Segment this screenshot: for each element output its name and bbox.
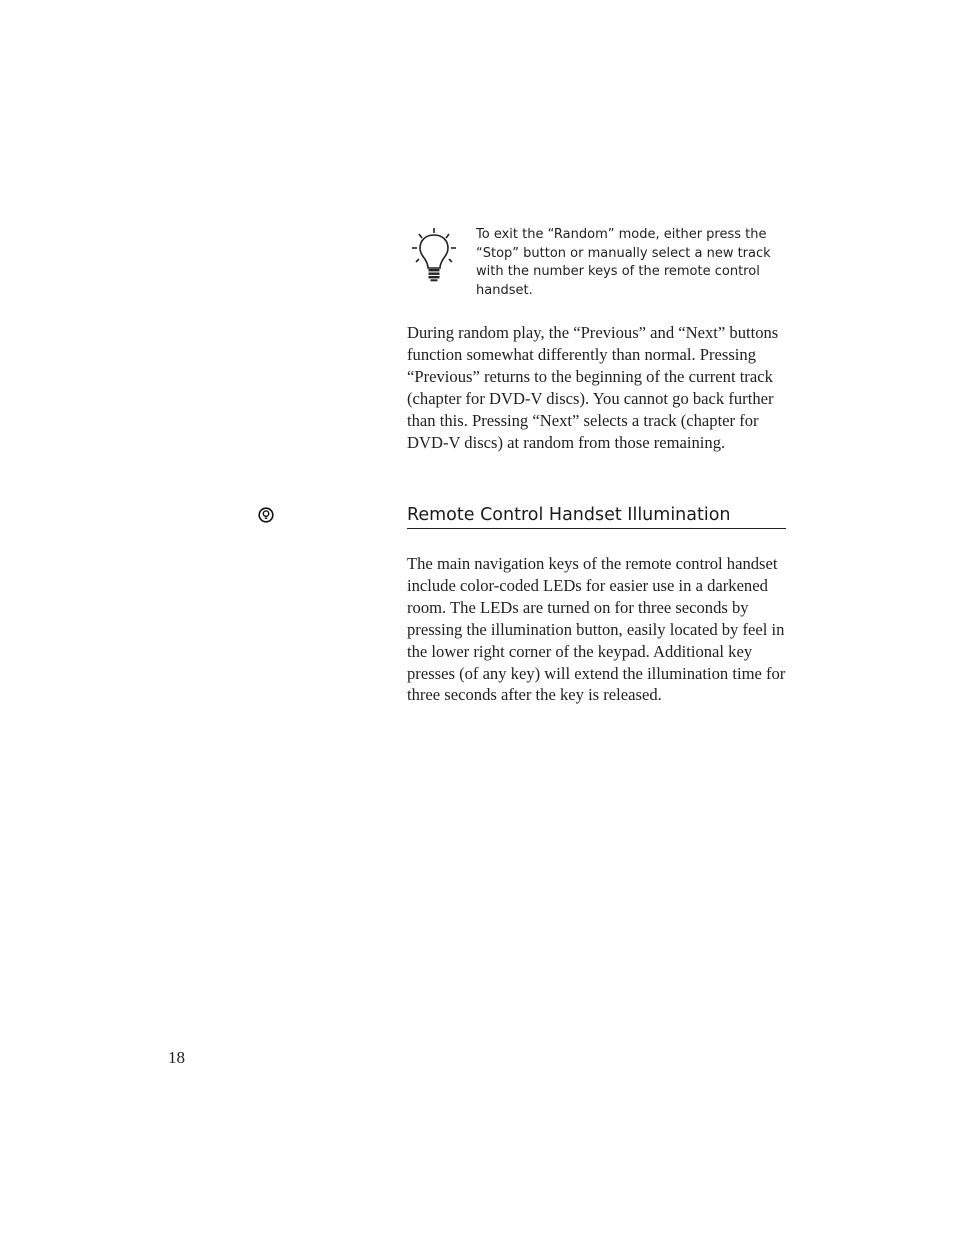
illumination-paragraph: The main navigation keys of the remote control handset include color-coded LEDs for easier use in a darkened room. The LEDs are turned on for three seconds by pressing the illumination button, easily located by feel in the lower right corner of the keypad. Additional key presses (of any key) will extend the illumination time for three seconds after the key is released. xyxy=(407,554,786,705)
tip-text: To exit the “Random” mode, either press the “Stop” button or manually select a new track with the number keys of the remote control handset. xyxy=(476,227,771,298)
lightbulb-icon xyxy=(410,228,458,284)
section-heading: Remote Control Handset Illumination xyxy=(407,503,786,529)
illumination-button-icon xyxy=(258,507,274,523)
random-play-paragraph: During random play, the “Previous” and “Next” buttons function somewhat differently than normal. Pressing “Previous” returns to the beginning of the current track (chapter for DVD-V discs). You cannot go back further than this. Pressing “Next” selects a track (chapter for DVD-V discs) at random from those remaining. xyxy=(407,323,779,452)
page-number: 18 xyxy=(168,1048,185,1067)
